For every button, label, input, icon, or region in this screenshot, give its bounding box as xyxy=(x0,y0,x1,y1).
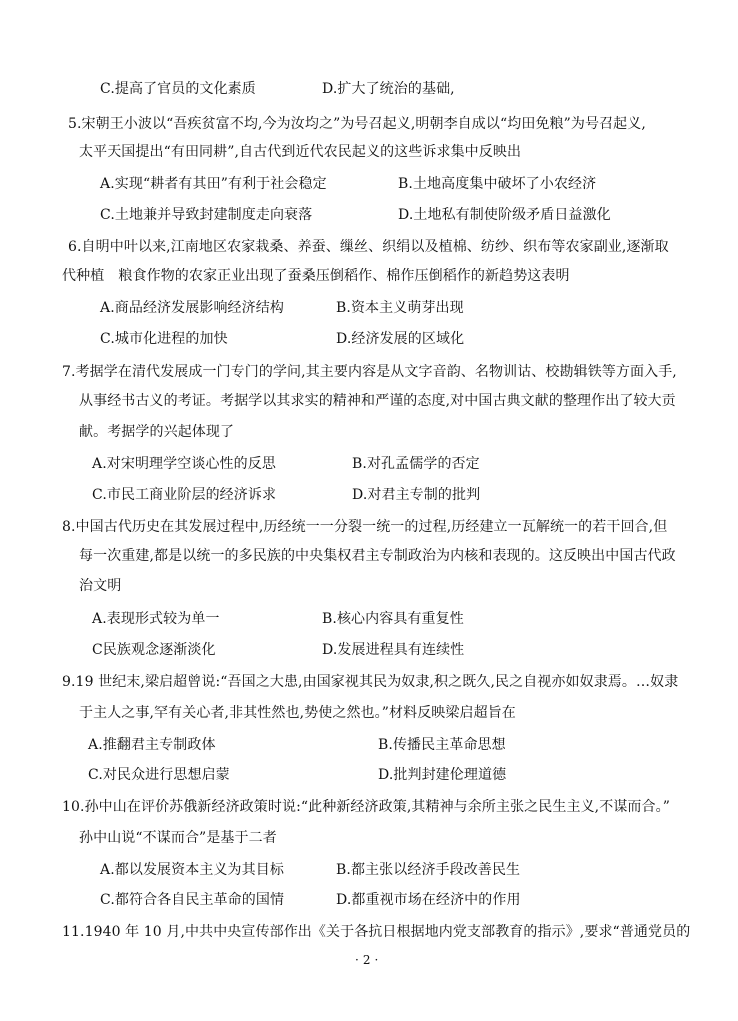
option-c: C民族观念逐渐淡化 xyxy=(92,642,216,658)
question-8-stem: 8.中国古代历史在其发展过程中,历经统一一分裂一统一的过程,历经建立一瓦解统一的若干回合,但 xyxy=(62,519,668,535)
option-d: D.批判封建伦理道德 xyxy=(378,767,507,783)
option-a: A.都以发展资本主义为其目标 xyxy=(100,862,284,878)
question-5-stem: 5.宋朝王小波以“吾疾贫富不均,今为汝均之”为号召起义,明朝李自成以“均田免粮”为号召起义, xyxy=(68,116,646,132)
question-10-stem: 10.孙中山在评价苏俄新经济政策时说:“此种新经济政策,其精神与余所主张之民生主义,不谋而合。” xyxy=(62,799,670,815)
question-10-stem: 孙中山说“不谋而合”是基于二者 xyxy=(79,830,277,846)
question-7-stem: 从事经书古义的考证。考据学以其求实的精神和严谨的态度,对中国古典文献的整理作出了较大贡 xyxy=(79,393,676,409)
question-9-stem: 于主人之事,罕有关心者,非其性然也,势使之然也。”材料反映梁启超旨在 xyxy=(79,705,516,721)
question-8-stem: 治文明 xyxy=(79,578,122,594)
option-b: B.对孔孟儒学的否定 xyxy=(352,456,480,472)
question-7-stem: 献。考据学的兴起体现了 xyxy=(79,424,235,440)
option-a: A.对宋明理学空谈心性的反思 xyxy=(92,456,276,472)
question-8-stem: 每一次重建,都是以统一的多民族的中央集权君主专制政治为内核和表现的。这反映出中国古代政 xyxy=(79,548,676,564)
option-b: B.传播民主革命思想 xyxy=(378,737,506,753)
option-d: D.土地私有制使阶级矛盾日益激化 xyxy=(398,207,611,223)
option-b: B.土地高度集中破坏了小农经济 xyxy=(398,176,597,192)
question-9-stem: 9.19 世纪末,梁启超曾说:“吾国之大患,由国家视其民为奴隶,积之既久,民之自视亦如奴隶焉。…奴隶 xyxy=(62,674,679,690)
option-a: A.表现形式较为单一 xyxy=(92,611,220,627)
option-c: C.对民众进行思想启蒙 xyxy=(88,767,230,783)
option-a: A.商品经济发展影响经济结构 xyxy=(100,300,284,316)
option-c: C.都符合各自民主革命的国情 xyxy=(100,892,285,908)
question-6-stem: 6.自明中叶以来,江南地区农家栽桑、养蚕、缫丝、织绢以及植棉、纺纱、织布等农家副业,逐渐取 xyxy=(68,239,669,255)
option-a: A.推翻君主专制政体 xyxy=(88,737,216,753)
text-line: C.提高了官员的文化素质 xyxy=(100,81,256,97)
text-line: D.扩大了统治的基础, xyxy=(322,81,455,97)
option-b: B.都主张以经济手段改善民生 xyxy=(336,862,521,878)
option-d: D.对君主专制的批判 xyxy=(352,487,481,503)
option-b: B.资本主义萌芽出现 xyxy=(336,300,464,316)
option-c: C.城市化进程的加快 xyxy=(100,331,228,347)
question-6-stem: 代种植 粮食作物的农家正业出现了蚕桑压倒稻作、棉作压倒稻作的新趋势这表明 xyxy=(62,268,570,284)
option-d: D.发展进程具有连续性 xyxy=(322,642,465,658)
option-a: A.实现“耕者有其田”有利于社会稳定 xyxy=(100,176,327,192)
question-11-stem: 11.1940 年 10 月,中共中央宣传部作出《关于各抗日根据地内党支部教育的指示》,要求“普通党员的 xyxy=(62,924,691,940)
option-c: C.土地兼并导致封建制度走向衰落 xyxy=(100,207,313,223)
question-7-stem: 7.考据学在清代发展成一门专门的学问,其主要内容是从文字音韵、名物训诂、校勘辑铁等方面入手, xyxy=(62,364,677,380)
option-c: C.市民工商业阶层的经济诉求 xyxy=(92,487,277,503)
page-number: · 2 · xyxy=(355,953,379,967)
option-d: D.都重视市场在经济中的作用 xyxy=(336,892,521,908)
question-5-stem: 太平天国提出“有田同耕”,自古代到近代农民起义的这些诉求集中反映出 xyxy=(79,144,522,160)
option-d: D.经济发展的区域化 xyxy=(336,331,465,347)
option-b: B.核心内容具有重复性 xyxy=(322,611,464,627)
